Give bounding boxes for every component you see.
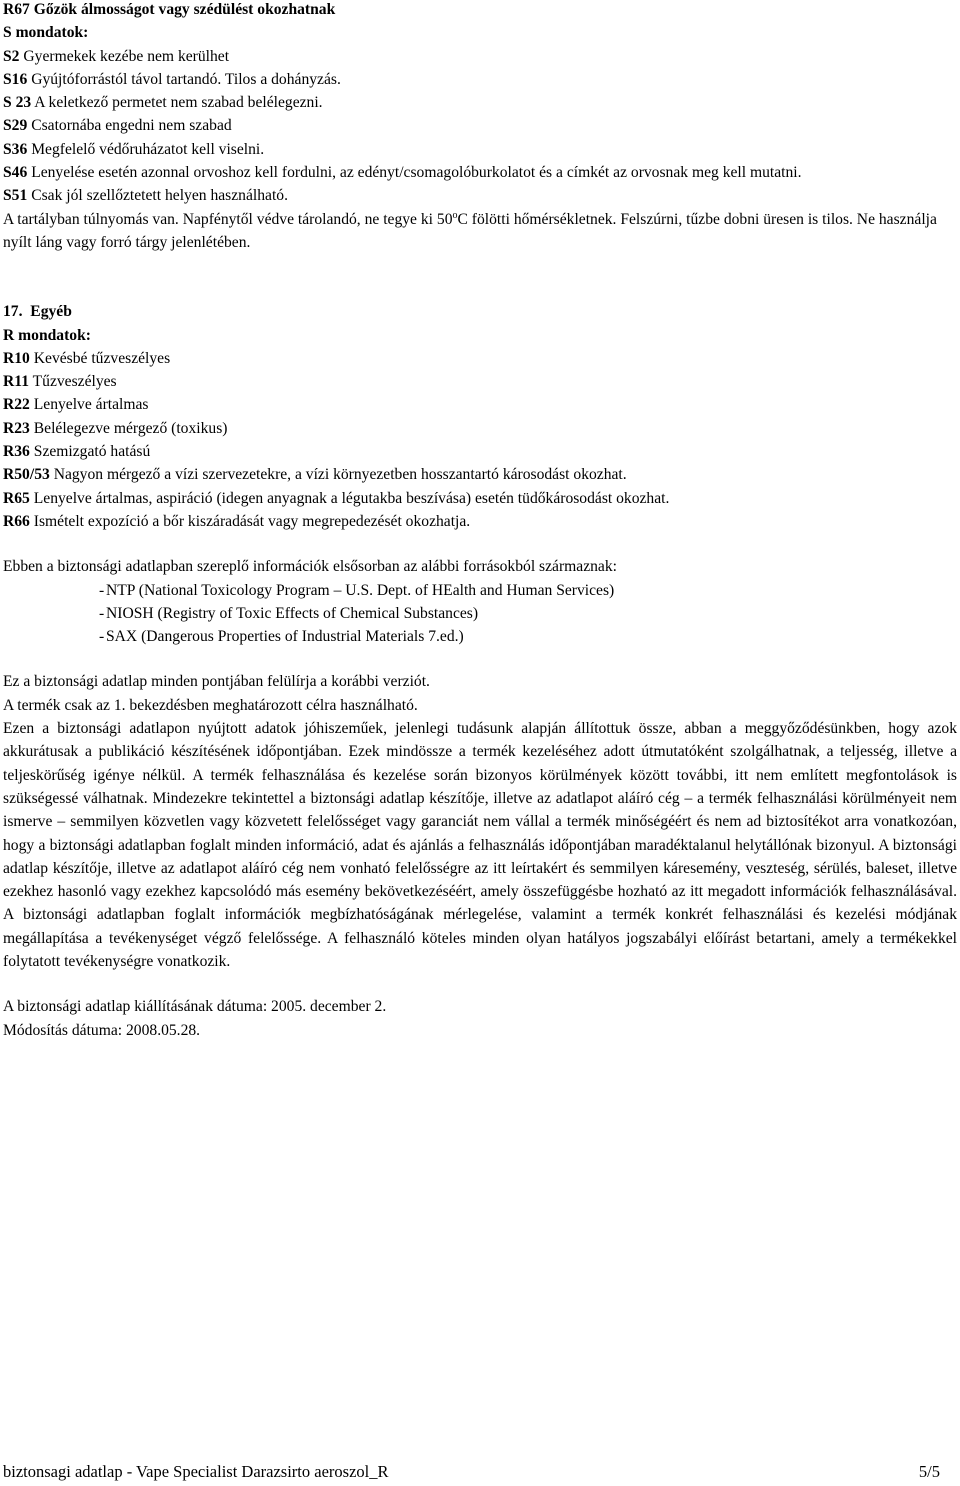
- list-dash: -: [99, 628, 105, 646]
- phrase-code: R67: [3, 1, 30, 18]
- section-17: [3, 300, 957, 533]
- notes-block: [3, 670, 957, 973]
- footer-document-name: biztonsagi adatlap - Vape Specialist Darazsirto aeroszol_R: [3, 1462, 389, 1481]
- phrase-line: [3, 114, 957, 137]
- phrase-text: Lenyelve ártalmas, aspiráció (idegen anyagnak a légutakba beszívása) esetén tüdőkárosodást okozhat.: [33, 489, 670, 507]
- pressure-warning: [3, 208, 957, 255]
- s-heading: S mondatok:: [3, 24, 89, 42]
- r-phrase: [3, 487, 957, 510]
- phrase-code: R23: [3, 419, 30, 437]
- r-phrase: [3, 510, 957, 533]
- phrase-code: R66: [3, 512, 30, 530]
- pressure-warning-part2: C fölötti hőmérsékletnek. Felszúrni, tűzbe dobni üresen is tilos. Ne használja nyílt láng vagy forró tárgy jelenlétében.: [3, 210, 937, 251]
- phrase-text: A keletkező permetet nem szabad belélegezni.: [34, 94, 323, 112]
- phrase-line: [3, 91, 957, 114]
- disclaimer-paragraph: Ezen a biztonsági adatlapon nyújtott adatok jóhiszeműek, jelenlegi tudásunk alapján állítottuk össze, abban a meggyőződésünkben, hogy azok akkurátusak a publikáció készítésének időpontjában. Ezek mindössze a termék kezeléséhez adott útmutatóként szolgálhatnak, a teljesség, illetve a teljeskörűség igénye nélkül. A termék felhasználása és kezelése során bizonyos körülmények között további, itt nem említett megfontolások is szükségessé válhatnak. Mindezekre tekintettel a biztonsági adatlap készítője, illetve az adatlapot aláíró cég – a termék felhasználási körülményeit nem ismerve – semmilyen közvetlen vagy közvetett felelősséget vagy garanciát nem vállal a termék minőségéért és nem ad biztosítékot arra vonatkozóan, hogy a biztonsági adatlapban foglalt minden információ, adat és ajánlás a felhasználás időpontjában maradéktalanul helytállónak bizonyul. A biztonsági adatlap készítője, illetve az adatlapot aláíró cég nem vonható felelősségre az itt leírtakért és semmilyen káresemény, veszteség, sérülés, baleset, illetve ezekhez hasonló vagy ezekhez kapcsolódó más esemény bekövetkezéséért, amely összefüggésbe hozható az itt megadott információk felhasználásával. A biztonsági adatlapban foglalt információk megbízhatóságának mérlegelése, valamint a termék konkrét felhasználási és kezelési módjának megállapítása a tevékenységet végző felelőssége. A felhasználó köteles minden olyan hatályos jogszabályi előírást betartani, amely a termékekkel folytatott tevékenységre vonatkozik.: [3, 720, 957, 970]
- s-phrase-list: [3, 0, 957, 254]
- degree-superscript: o: [452, 209, 458, 221]
- phrase-code: R11: [3, 373, 29, 391]
- phrase-code: S46: [3, 164, 28, 182]
- phrase-code: R50/53: [3, 466, 50, 484]
- pressure-warning-part1: A tartályban túlnyomás van. Napfénytől védve tárolandó, ne tegye ki 50: [3, 210, 453, 228]
- source-item: [3, 602, 957, 625]
- phrase-line: [3, 184, 957, 207]
- phrase-text: Nagyon mérgező a vízi szervezetekre, a vízi környezetben hosszantartó károsodást okozhat.: [53, 466, 627, 484]
- modified-date: Módosítás dátuma: 2008.05.28.: [3, 1021, 201, 1039]
- r-heading: R mondatok:: [3, 326, 91, 344]
- phrase-text: Gyújtóforrástól távol tartandó. Tilos a dohányzás.: [31, 70, 341, 88]
- dates-block: [3, 995, 957, 1042]
- phrase-code: R36: [3, 443, 30, 461]
- phrase-text: Belélegezve mérgező (toxikus): [33, 419, 228, 437]
- phrase-code: S29: [3, 117, 28, 135]
- note-line: Ez a biztonsági adatlap minden pontjában felülírja a korábbi verziót.: [3, 673, 430, 691]
- section-title: [3, 300, 957, 323]
- page-footer: [3, 1462, 940, 1482]
- source-label: NTP (National Toxicology Program – U.S. Dept. of HEalth and Human Services): [106, 581, 615, 599]
- r-phrase: [3, 370, 957, 393]
- phrase-text: Lenyelve ártalmas: [33, 396, 149, 414]
- phrase-line: [3, 45, 957, 68]
- list-dash: -: [99, 604, 105, 622]
- r-phrase-list: [3, 347, 957, 533]
- r-phrase: [3, 440, 957, 463]
- issue-date: A biztonsági adatlap kiállításának dátuma: 2005. december 2.: [3, 998, 387, 1016]
- phrase-text: Csatornába engedni nem szabad: [31, 117, 232, 135]
- r-phrase: [3, 463, 957, 486]
- phrase-code: R22: [3, 396, 30, 414]
- phrase-text: Kevésbé tűzveszélyes: [33, 349, 171, 367]
- phrase-line: [3, 0, 957, 21]
- phrase-text: Ismételt expozíció a bőr kiszáradását vagy megrepedezését okozhatja.: [33, 512, 471, 530]
- sources-intro: Ebben a biztonsági adatlapban szereplő információk elsősorban az alábbi forrásokból származnak:: [3, 558, 617, 576]
- phrase-code: S16: [3, 70, 28, 88]
- source-label: SAX (Dangerous Properties of Industrial Materials 7.ed.): [106, 628, 464, 646]
- phrase-text: Gyermekek kezébe nem kerülhet: [23, 47, 230, 65]
- sources-block: [3, 555, 957, 648]
- source-item: [3, 579, 957, 602]
- phrase-line: [3, 161, 957, 184]
- phrase-text: Szemizgató hatású: [33, 443, 151, 461]
- section-number: 17.: [3, 303, 23, 321]
- phrase-text: Megfelelő védőruházatot kell viselni.: [31, 140, 265, 158]
- r-phrase: [3, 417, 957, 440]
- note-line: A termék csak az 1. bekezdésben meghatározott célra használható.: [3, 696, 418, 714]
- phrase-code: S51: [3, 187, 28, 205]
- section-name: Egyéb: [30, 303, 72, 321]
- source-label: NIOSH (Registry of Toxic Effects of Chemical Substances): [106, 604, 479, 622]
- phrase-line: [3, 138, 957, 161]
- phrase-line: [3, 68, 957, 91]
- phrase-text: Csak jól szellőztetett helyen használható.: [31, 187, 288, 205]
- source-item: [3, 625, 957, 648]
- document-page: [3, 0, 957, 1042]
- r-phrase: [3, 393, 957, 416]
- phrase-code: S2: [3, 47, 20, 65]
- page-number: 5/5: [918, 1462, 940, 1481]
- phrase-code: S36: [3, 140, 28, 158]
- phrase-code: R65: [3, 489, 30, 507]
- list-dash: -: [99, 581, 105, 599]
- phrase-text: Lenyelése esetén azonnal orvoshoz kell fordulni, az edényt/csomagolóburkolatot és a címkét az orvosnak meg kell mutatni.: [31, 164, 802, 182]
- phrase-code: S 23: [3, 94, 32, 112]
- phrase-text: Gőzök álmosságot vagy szédülést okozhatnak: [33, 1, 336, 18]
- phrase-code: R10: [3, 349, 30, 367]
- phrase-text: Tűzveszélyes: [32, 373, 117, 391]
- r-phrase: [3, 347, 957, 370]
